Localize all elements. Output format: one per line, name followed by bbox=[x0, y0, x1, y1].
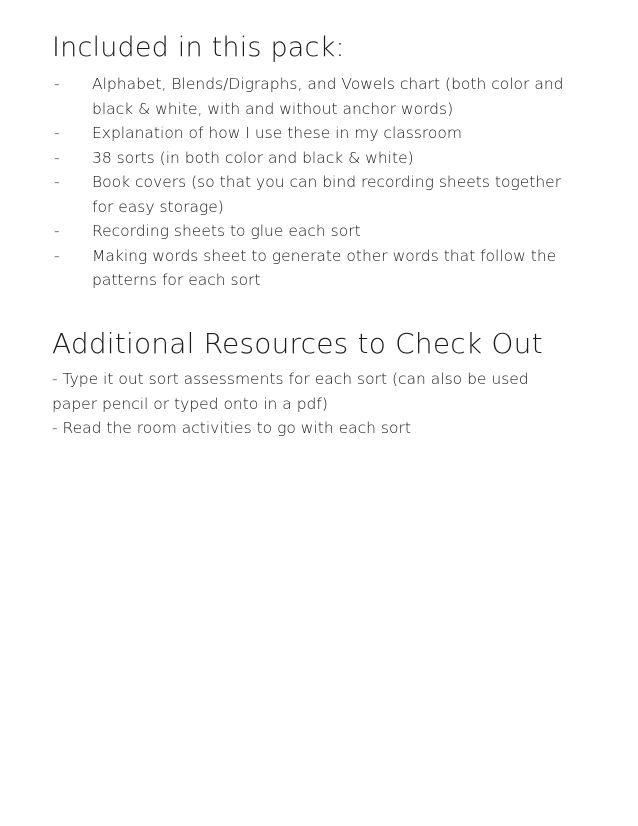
list-item bbox=[52, 146, 582, 171]
bullet-dash: - bbox=[54, 124, 60, 142]
list-item-text: 38 sorts (in both color and black & white) bbox=[92, 148, 414, 167]
list-item bbox=[52, 244, 582, 293]
bullet-dash: - bbox=[54, 148, 60, 167]
list-item bbox=[52, 121, 582, 146]
list-item: - Read the room activities to go with each sort bbox=[52, 419, 411, 437]
additional-list bbox=[52, 367, 572, 441]
included-heading: Included in this pack: bbox=[52, 32, 345, 63]
bullet-dash: - bbox=[54, 222, 60, 240]
list-item-text: Alphabet, Blends/Digraphs, and Vowels chart (both color and black & white, with and without anchor words) bbox=[92, 75, 564, 118]
list-item-text: Making words sheet to generate other words that follow the patterns for each sort bbox=[92, 246, 557, 289]
list-item bbox=[52, 72, 582, 121]
bullet-dash: - bbox=[54, 246, 60, 265]
list-item-text: Explanation of how I use these in my classroom bbox=[92, 124, 462, 142]
list-item-text: Recording sheets to glue each sort bbox=[92, 222, 361, 240]
list-item: - Type it out sort assessments for each sort (can also be used paper pencil or typed onto in a pdf) bbox=[52, 370, 529, 413]
included-list bbox=[52, 72, 582, 293]
list-item bbox=[52, 219, 582, 244]
list-item-text: Book covers (so that you can bind recording sheets together for easy storage) bbox=[92, 173, 562, 216]
additional-heading: Additional Resources to Check Out bbox=[52, 327, 543, 360]
bullet-dash: - bbox=[54, 75, 60, 93]
bullet-dash: - bbox=[54, 173, 60, 191]
list-item bbox=[52, 170, 582, 219]
